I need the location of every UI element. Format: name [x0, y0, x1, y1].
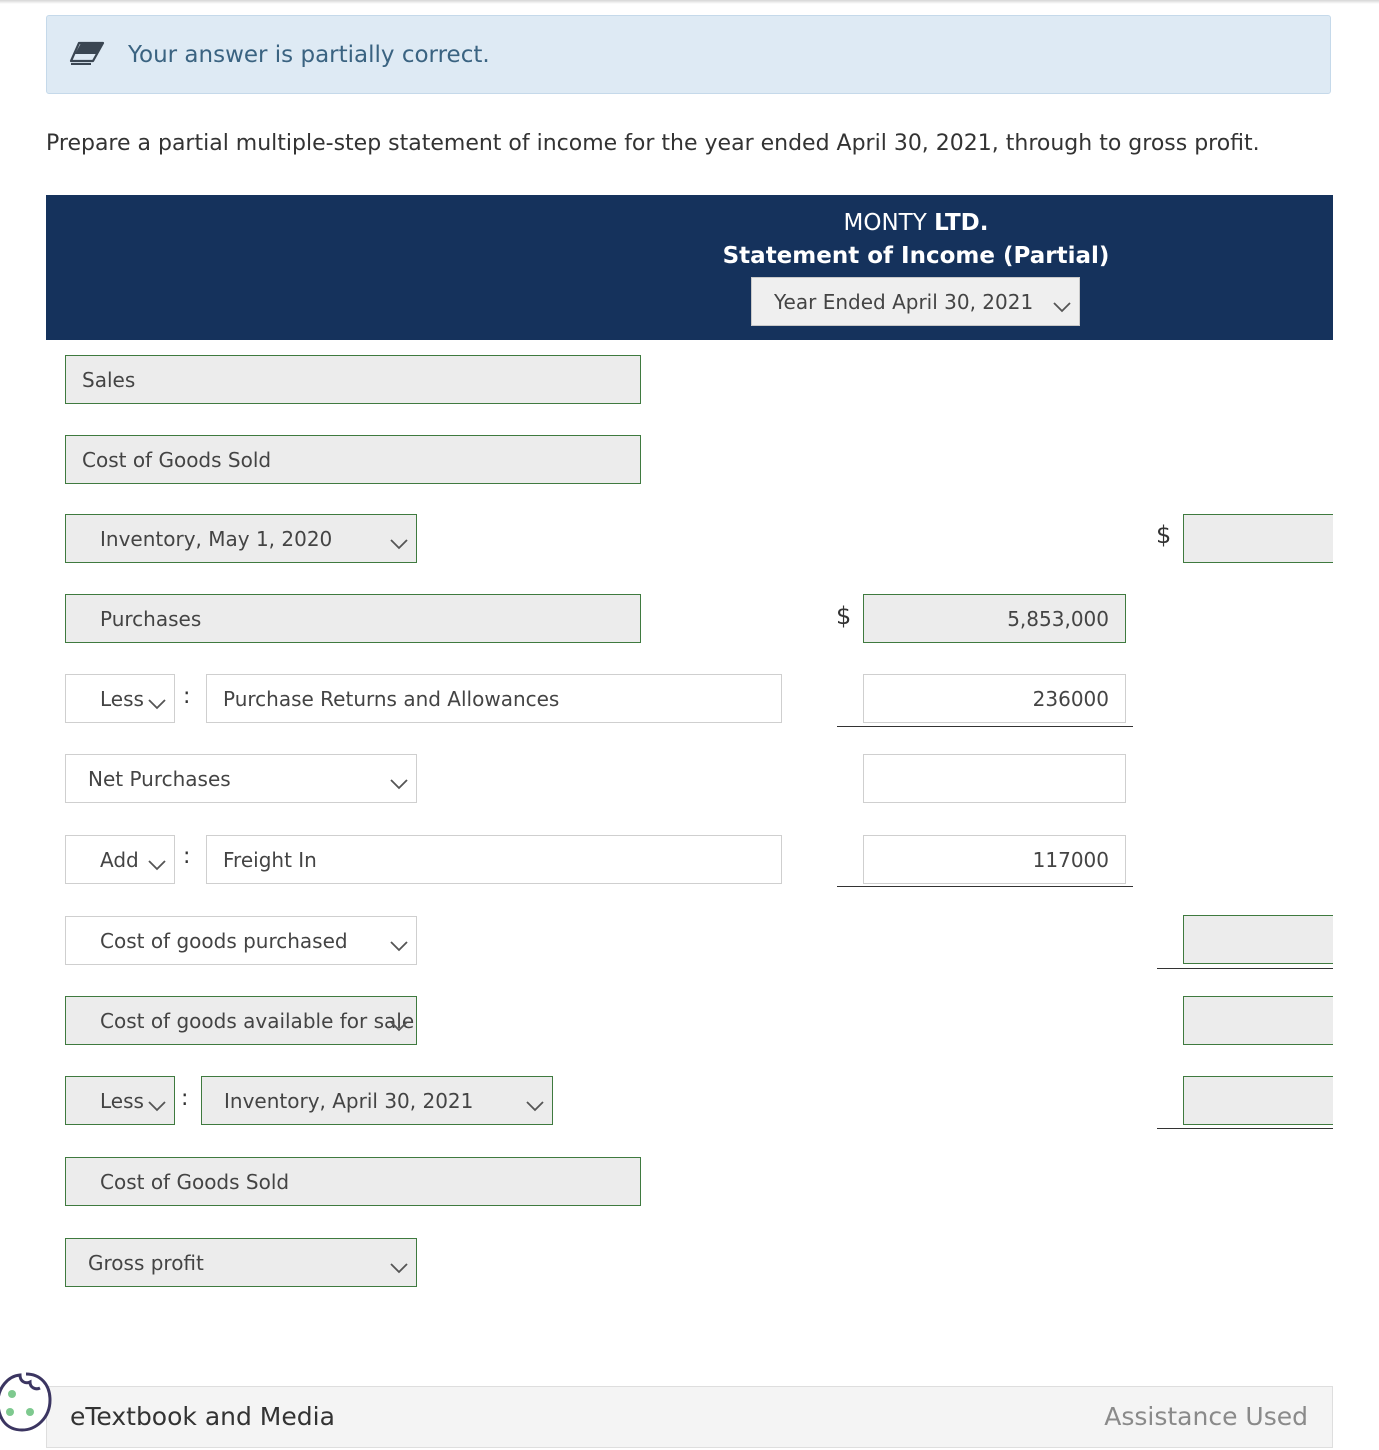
cost-purchased-value: Cost of goods purchased — [100, 928, 348, 953]
eraser-icon — [69, 40, 105, 72]
cost-purchased-amount-input[interactable] — [1183, 915, 1333, 964]
underline — [837, 726, 1133, 727]
cost-available-select[interactable] — [65, 996, 417, 1045]
assistance-used-label: Assistance Used — [1104, 1402, 1308, 1431]
net-purchases-select[interactable] — [65, 754, 417, 803]
period-select-value: Year Ended April 30, 2021 — [774, 289, 1034, 314]
freight-amount-input[interactable]: 117000 — [863, 835, 1126, 884]
dollar-sign: $ — [1156, 521, 1172, 549]
inventory-end-amount-input[interactable] — [1183, 1076, 1333, 1125]
cost-purchased-select[interactable] — [65, 916, 417, 965]
question-text: Prepare a partial multiple-step statement of income for the year ended April 30, 2021, through to gross profit. — [46, 131, 1260, 156]
chevron-down-icon — [390, 771, 408, 795]
cogs-total-field[interactable] — [65, 1157, 641, 1206]
sales-label: Sales — [82, 367, 136, 392]
freight-in-field[interactable] — [206, 835, 782, 884]
underline — [1157, 968, 1333, 969]
less-select-2[interactable] — [65, 1076, 175, 1125]
underline — [837, 886, 1133, 887]
inventory-end-value: Inventory, April 30, 2021 — [224, 1088, 474, 1113]
cost-available-amount-input[interactable] — [1183, 996, 1333, 1045]
less-select-1[interactable] — [65, 674, 175, 723]
freight-in-label: Freight In — [223, 847, 317, 872]
colon-separator: : — [181, 1086, 189, 1111]
chevron-down-icon — [390, 1013, 408, 1037]
purchases-amount-input[interactable]: 5,853,000 — [863, 594, 1126, 643]
chevron-down-icon — [1053, 294, 1071, 318]
purchases-label: Purchases — [100, 606, 202, 631]
gross-profit-value: Gross profit — [88, 1250, 204, 1275]
footer-bar — [46, 1386, 1333, 1448]
inventory-begin-value: Inventory, May 1, 2020 — [100, 526, 333, 551]
net-purchases-value: Net Purchases — [88, 766, 231, 791]
purchases-field[interactable] — [65, 594, 641, 643]
feedback-message: Your answer is partially correct. — [128, 42, 490, 68]
dollar-sign: $ — [836, 602, 852, 630]
feedback-banner — [46, 15, 1331, 94]
less-select-1-value: Less — [100, 686, 144, 711]
cogs-heading-field[interactable] — [65, 435, 641, 484]
purchase-returns-label: Purchase Returns and Allowances — [223, 686, 560, 711]
gross-profit-select[interactable] — [65, 1238, 417, 1287]
chevron-down-icon — [526, 1093, 544, 1117]
company-name: MONTY LTD. — [843, 210, 989, 236]
chevron-down-icon — [148, 1093, 166, 1117]
less-select-2-value: Less — [100, 1088, 144, 1113]
chevron-down-icon — [148, 691, 166, 715]
statement-title: Statement of Income (Partial) — [722, 243, 1110, 269]
etextbook-link[interactable]: eTextbook and Media — [70, 1402, 335, 1431]
underline — [1157, 1128, 1333, 1129]
add-select[interactable] — [65, 835, 175, 884]
purchase-returns-field[interactable] — [206, 674, 782, 723]
inventory-begin-select[interactable] — [65, 514, 417, 563]
chevron-down-icon — [390, 933, 408, 957]
chevron-down-icon — [148, 852, 166, 876]
cogs-total-label: Cost of Goods Sold — [100, 1169, 290, 1194]
period-select[interactable] — [751, 277, 1080, 326]
net-purchases-amount-input[interactable] — [863, 754, 1126, 803]
colon-separator: : — [183, 684, 191, 709]
chevron-down-icon — [390, 1255, 408, 1279]
cogs-heading-label: Cost of Goods Sold — [82, 447, 272, 472]
returns-amount-input[interactable]: 236000 — [863, 674, 1126, 723]
inventory-begin-amount-input[interactable] — [1183, 514, 1333, 563]
inventory-end-select[interactable] — [201, 1076, 553, 1125]
cookie-icon[interactable] — [0, 1370, 56, 1444]
colon-separator: : — [183, 844, 191, 869]
add-select-value: Add — [100, 847, 139, 872]
sales-field[interactable] — [65, 355, 641, 404]
chevron-down-icon — [390, 531, 408, 555]
statement-header — [46, 195, 1333, 340]
cost-available-value: Cost of goods available for sale — [100, 1008, 415, 1033]
top-shadow — [0, 0, 1379, 4]
